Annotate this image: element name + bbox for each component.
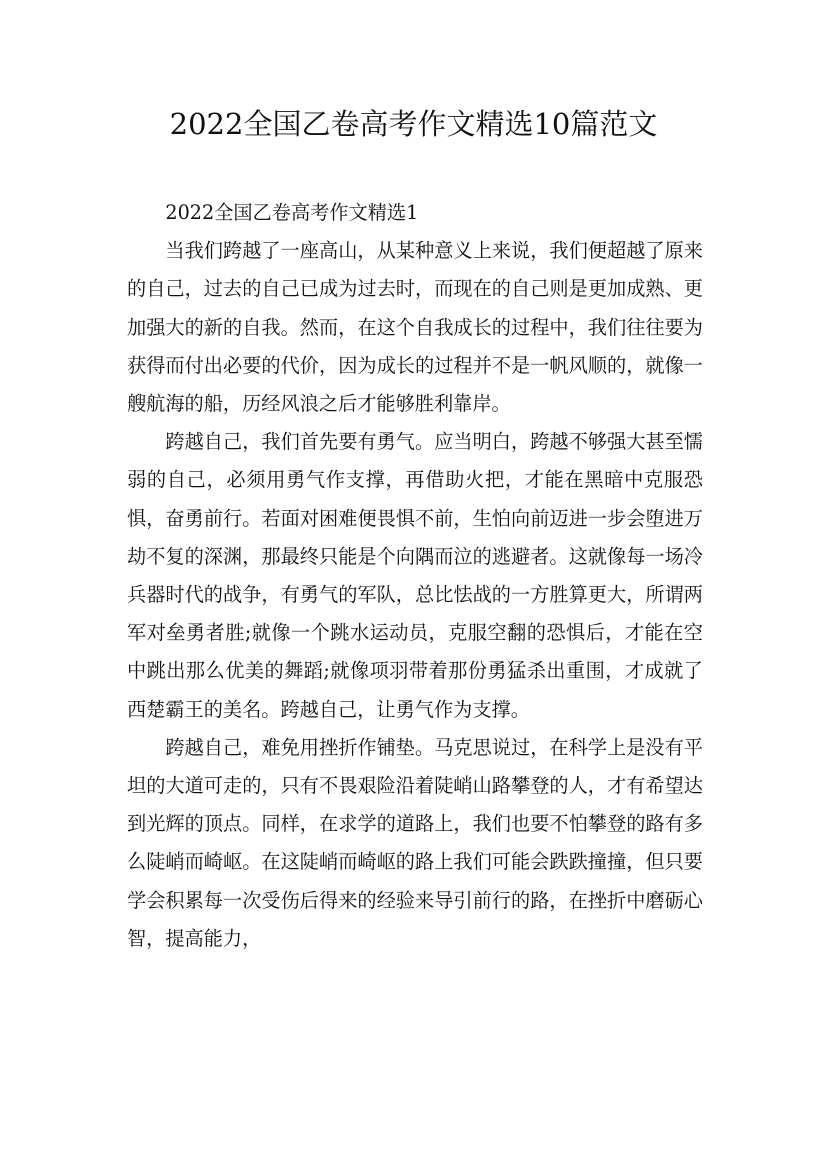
section-heading: 2022全国乙卷高考作文精选1 [165,201,419,224]
document-body [127,194,703,958]
paragraph-3: 跨越自己，难免用挫折作铺垫。马克思说过，在科学上是没有平坦的大道可走的，只有不畏艰险沿着陡峭山路攀登的人，才有希望达到光辉的顶点。同样，在求学的道路上，我们也要不怕攀登的路有多么陡峭而崎岖。在这陡峭而崎岖的路上我们可能会跌跌撞撞，但只要学会积累每一次受伤后得来的经验来导引前行的路，在挫折中磨砺心智，提高能力， [127,735,703,950]
paragraph-2: 跨越自己，我们首先要有勇气。应当明白，跨越不够强大甚至懦弱的自己，必须用勇气作支撑，再借助火把，才能在黑暗中克服恐惧，奋勇前行。若面对困难便畏惧不前，生怕向前迈进一步会堕进万劫不复的深渊，那最终只能是个向隅而泣的逃避者。这就像每一场冷兵器时代的战争，有勇气的军队，总比怯战的一方胜算更大，所谓两军对垒勇者胜;就像一个跳水运动员，克服空翻的恐惧后，才能在空中跳出那么优美的舞蹈;就像项羽带着那份勇猛杀出重围，才成就了西楚霸王的美名。跨越自己，让勇气作为支撑。 [127,430,703,721]
document-title: 2022全国乙卷高考作文精选10篇范文 [169,107,658,141]
paragraph-1: 当我们跨越了一座高山，从某种意义上来说，我们便超越了原来的自己，过去的自己已成为过去时，而现在的自己则是更加成熟、更加强大的新的自我。然而，在这个自我成长的过程中，我们往往要为获得而付出必要的代价，因为成长的过程并不是一帆风顺的，就像一艘航海的船，历经风浪之后才能够胜利靠岸。 [127,239,703,416]
